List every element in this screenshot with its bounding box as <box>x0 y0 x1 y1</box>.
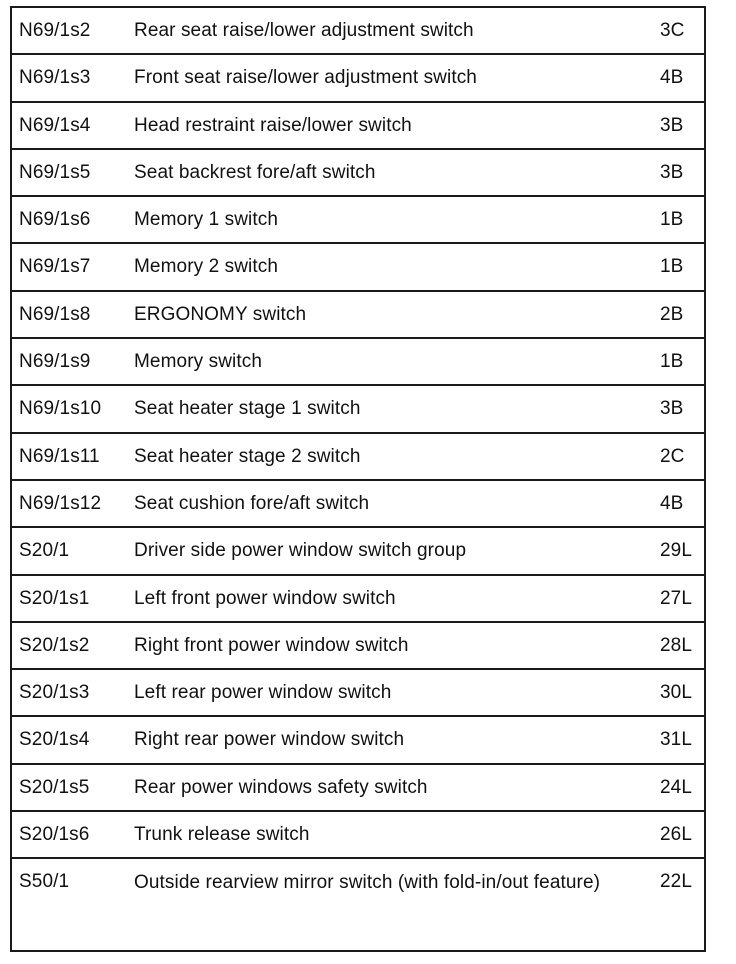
component-code: N69/1s7 <box>19 256 91 278</box>
component-description: Front seat raise/lower adjustment switch <box>134 67 477 89</box>
component-description: Trunk release switch <box>134 824 310 846</box>
table-row <box>12 812 704 859</box>
component-code: S20/1 <box>19 540 70 562</box>
grid-reference: 29L <box>660 540 693 562</box>
table-row <box>12 481 704 528</box>
table-row <box>12 386 704 433</box>
component-description: ERGONOMY switch <box>134 303 307 325</box>
table-row <box>12 103 704 150</box>
component-description: Right rear power window switch <box>134 729 405 751</box>
component-description: Rear power windows safety switch <box>134 776 428 798</box>
component-code: S20/1s2 <box>19 634 90 656</box>
grid-reference: 1B <box>660 209 684 231</box>
component-description: Head restraint raise/lower switch <box>134 114 412 136</box>
component-code: N69/1s10 <box>19 398 102 420</box>
table-row <box>12 528 704 575</box>
component-code: N69/1s12 <box>19 492 102 514</box>
grid-reference: 1B <box>660 256 684 278</box>
table-row <box>12 292 704 339</box>
grid-reference: 26L <box>660 824 693 846</box>
grid-reference: 27L <box>660 587 693 609</box>
component-description: Seat cushion fore/aft switch <box>134 492 370 514</box>
grid-reference: 28L <box>660 634 693 656</box>
component-description: Seat heater stage 1 switch <box>134 398 361 420</box>
component-code: S20/1s6 <box>19 824 90 846</box>
table-row <box>12 717 704 764</box>
grid-reference: 3B <box>660 161 684 183</box>
component-code: S20/1s3 <box>19 682 90 704</box>
table-row <box>12 434 704 481</box>
component-code: N69/1s8 <box>19 303 91 325</box>
component-description: Memory 2 switch <box>134 256 279 278</box>
table-row <box>12 197 704 244</box>
grid-reference: 3B <box>660 398 684 420</box>
component-code: N69/1s6 <box>19 209 91 231</box>
component-code: N69/1s2 <box>19 20 91 41</box>
component-code: S20/1s4 <box>19 729 90 751</box>
table-row <box>12 150 704 197</box>
grid-reference: 4B <box>660 492 684 514</box>
table-row <box>12 859 704 952</box>
component-code: S50/1 <box>19 871 70 893</box>
component-description: Right front power window switch <box>134 634 409 656</box>
table-row <box>12 8 704 55</box>
table-row <box>12 576 704 623</box>
component-description: Rear seat raise/lower adjustment switch <box>134 20 474 41</box>
grid-reference: 24L <box>660 776 693 798</box>
component-code: S20/1s1 <box>19 587 90 609</box>
table-row <box>12 765 704 812</box>
grid-reference: 3B <box>660 114 684 136</box>
table-row <box>12 244 704 291</box>
component-description: Left front power window switch <box>134 587 396 609</box>
component-description: Memory switch <box>134 351 262 373</box>
table-row <box>12 623 704 670</box>
grid-reference: 31L <box>660 729 693 751</box>
component-code: N69/1s3 <box>19 67 91 89</box>
grid-reference: 30L <box>660 682 693 704</box>
component-code: N69/1s9 <box>19 351 91 373</box>
component-description: Driver side power window switch group <box>134 540 467 562</box>
component-description: Seat heater stage 2 switch <box>134 445 361 467</box>
component-code: S20/1s5 <box>19 776 90 798</box>
component-table <box>10 6 706 952</box>
component-description: Seat backrest fore/aft switch <box>134 161 376 183</box>
component-code: N69/1s11 <box>19 445 100 467</box>
grid-reference: 2C <box>660 445 685 467</box>
component-description: Outside rearview mirror switch (with fold-in/out feature) <box>134 872 601 894</box>
component-description: Left rear power window switch <box>134 682 392 704</box>
component-code: N69/1s5 <box>19 161 91 183</box>
table-row <box>12 670 704 717</box>
table-row <box>12 55 704 102</box>
grid-reference: 4B <box>660 67 684 89</box>
grid-reference: 1B <box>660 351 684 373</box>
table-row <box>12 339 704 386</box>
component-code: N69/1s4 <box>19 114 91 136</box>
component-description: Memory 1 switch <box>134 209 279 231</box>
grid-reference: 2B <box>660 303 684 325</box>
grid-reference: 22L <box>660 871 693 893</box>
grid-reference: 3C <box>660 20 685 41</box>
